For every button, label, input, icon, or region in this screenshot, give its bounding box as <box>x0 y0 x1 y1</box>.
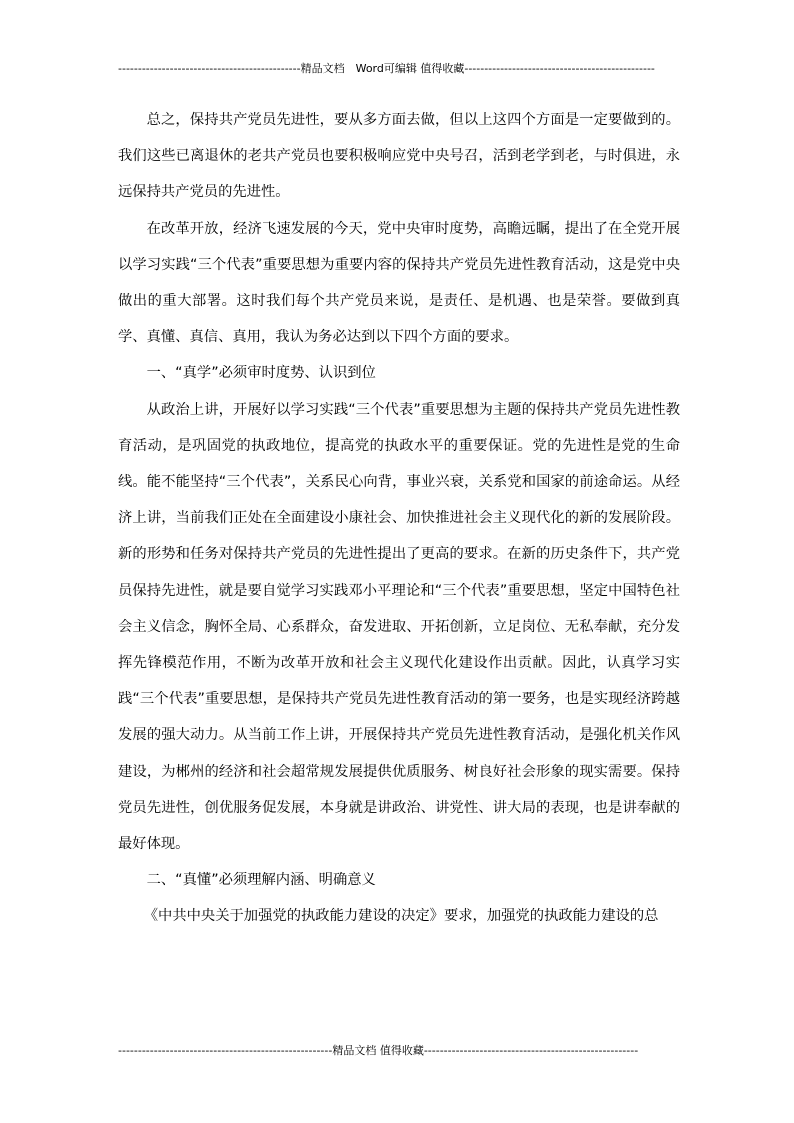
paragraph-conclusion: 总之，保持共产党员先进性，要从多方面去做，但以上这四个方面是一定要做到的。我们这些已离退休的老共产党员也要积极响应党中央号召，活到老学到老，与时俱进，永远保持共产党员的先进性。 <box>118 112 680 201</box>
paragraph-decision: 《中共中央关于加强党的执政能力建设的决定》要求，加强党的执政能力建设的总 <box>143 908 659 925</box>
paragraph-politics: 从政治上讲，开展好以学习实践“三个代表”重要思想为主题的保持共产党员先进性教育活动，是巩固党的执政地位，提高党的执政水平的重要保证。党的先进性是党的生命线。能不能坚持“三个代表”，关系民心向背，事业兴衰，关系党和国家的前途命运。从经济上讲，当前我们正处在全面建设小康社会、加快推进社会主义现代化的新的发展阶段。新的形势和任务对保持共产党员的先进性提出了更高的要求。在新的历史条件下，共产党员保持先进性，就是要自觉学习实践邓小平理论和“三个代表”重要思想，坚定中国特色社会主义信念，胸怀全局、心系群众，奋发进取、开拓创新，立足岗位、无私奉献，充分发挥先锋模范作用，不断为改革开放和社会主义现代化建设作出贡献。因此，认真学习实践“三个代表”重要思想，是保持共产党员先进性教育活动的第一要务，也是实现经济跨越发展的强大动力。从当前工作上讲，开展保持共产党员先进性教育活动，是强化机关作风建设，为郴州的经济和社会超常规发展提供优质服务、树良好社会形象的现实需要。保持党员先进性，创优服务促发展，本身就是讲政治、讲党性、讲大局的表现，也是讲奉献的最好体现。 <box>118 401 680 853</box>
document-body <box>118 102 680 935</box>
page-header: ----------------------------------------------精品文档 Word可编辑 值得收藏------------------------------------------------ <box>118 62 655 75</box>
page-footer: ------------------------------------------------------精品文档 值得收藏------------------------------------------------------ <box>118 1044 639 1057</box>
section-heading-1: 一、“真学”必须审时度势、认识到位 <box>146 365 376 382</box>
paragraph-reform: 在改革开放，经济飞速发展的今天，党中央审时度势，高瞻远瞩，提出了在全党开展以学习实践“三个代表”重要思想为重要内容的保持共产党员先进性教育活动，这是党中央做出的重大部署。这时我们每个共产党员来说，是责任、是机遇、也是荣誉。要做到真学、真懂、真信、真用，我认为务必达到以下四个方面的要求。 <box>118 220 680 346</box>
section-heading-2: 二、“真懂”必须理解内涵、明确意义 <box>146 872 376 889</box>
